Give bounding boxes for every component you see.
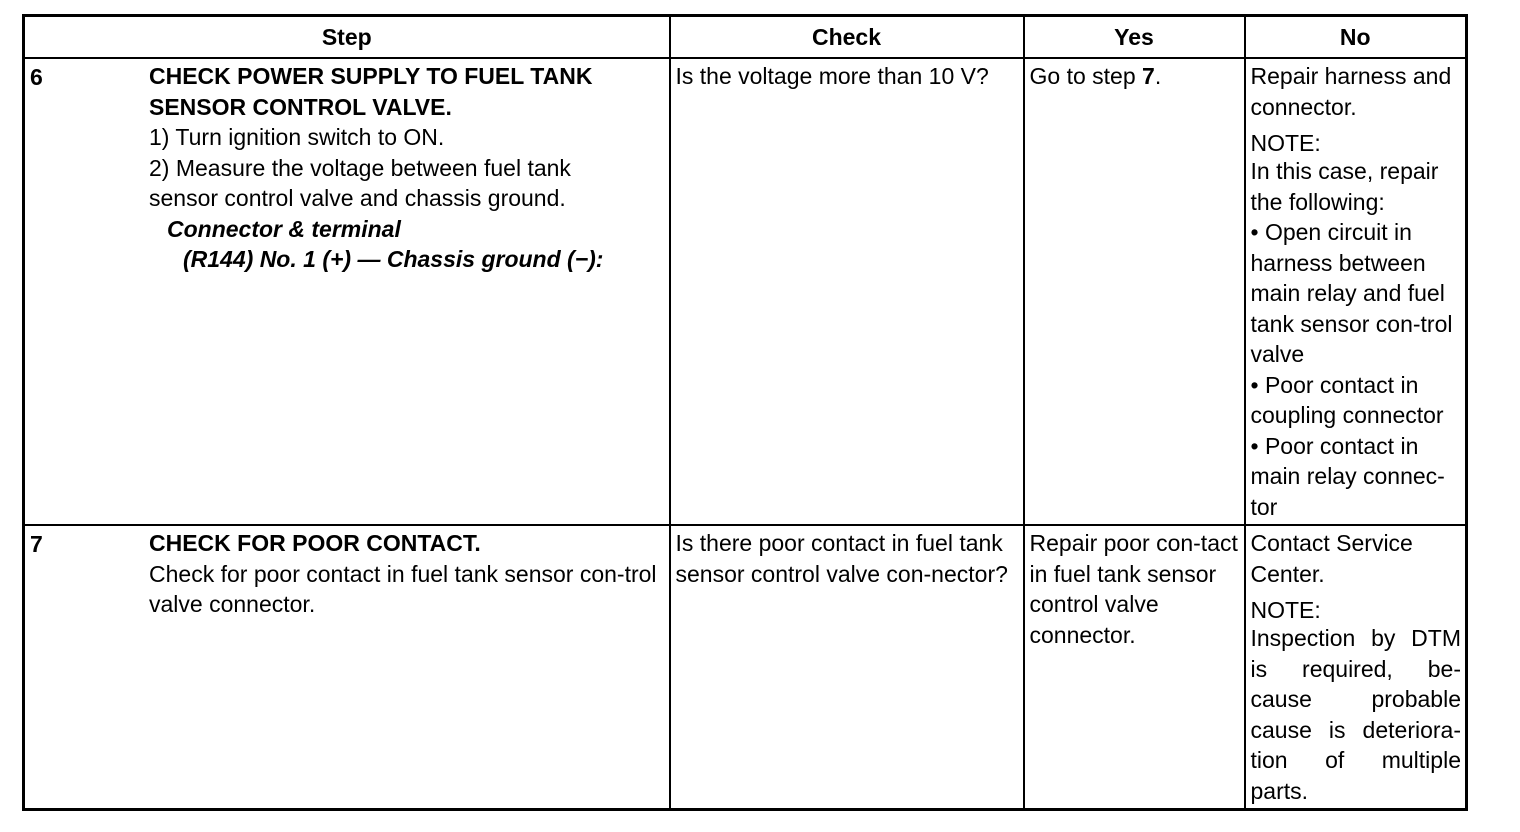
connector-terminal-label: Connector & terminal <box>167 215 401 242</box>
no-cell <box>1245 525 1467 810</box>
table-header-row <box>24 16 1467 59</box>
step-title: CHECK POWER SUPPLY TO FUEL TANK <box>149 63 593 89</box>
step-number: 6 <box>30 64 43 90</box>
header-no: No <box>1245 16 1467 59</box>
check-cell <box>670 58 1024 525</box>
note-text: In this case, repair the following: <box>1250 158 1439 215</box>
step-instruction: 1) Turn ignition switch to ON. <box>149 124 445 150</box>
note-label: NOTE: <box>1250 130 1321 156</box>
header-step: Step <box>24 16 670 59</box>
bullet-item: • Poor contact in main relay connec-tor <box>1250 432 1445 520</box>
table-row-step-6 <box>24 58 1467 525</box>
no-main-text: Repair harness and connector. <box>1250 63 1452 120</box>
header-yes: Yes <box>1024 16 1245 59</box>
no-content <box>1246 59 1466 522</box>
yes-step-link: 7 <box>1142 63 1155 89</box>
yes-prefix: Go to step <box>1029 63 1143 89</box>
step-cell <box>24 525 670 810</box>
step-number: 7 <box>30 531 43 557</box>
step-body <box>25 59 669 275</box>
yes-suffix: . <box>1154 63 1162 89</box>
bullet-item: • Poor contact in coupling connector <box>1250 371 1444 428</box>
header-check: Check <box>670 16 1024 59</box>
yes-text: Repair poor con-tact in fuel tank sensor control valve connector. <box>1029 530 1238 648</box>
check-cell <box>670 525 1024 810</box>
check-text: Is the voltage more than 10 V? <box>675 63 989 89</box>
step-instruction: sensor control valve and chassis ground. <box>149 185 566 211</box>
note-label: NOTE: <box>1250 597 1321 623</box>
connector-terminal-value: (R144) No. 1 (+) — Chassis ground (−): <box>183 246 604 272</box>
no-content <box>1246 526 1466 806</box>
check-text: Is there poor contact in fuel tank sensor control valve con-nector? <box>675 530 1008 587</box>
no-cell <box>1245 58 1467 525</box>
table-row-step-7 <box>24 525 1467 810</box>
step-body <box>25 526 669 620</box>
step-instruction: Check for poor contact in fuel tank sensor con-trol valve connector. <box>149 560 657 617</box>
bullet-item: • Open circuit in harness between main relay and fuel tank sensor con-trol valve <box>1250 219 1453 367</box>
step-title-continued: SENSOR CONTROL VALVE. <box>149 93 452 120</box>
yes-cell <box>1024 58 1245 525</box>
yes-cell <box>1024 525 1245 810</box>
note-text: Inspection by DTM is required, be-cause probable cause is deteriora-tion of multiple parts. <box>1250 625 1461 804</box>
no-main-text: Contact Service Center. <box>1250 530 1413 587</box>
yes-text <box>1025 59 1244 92</box>
step-title: CHECK FOR POOR CONTACT. <box>149 530 481 556</box>
diagnostic-table <box>22 14 1468 811</box>
step-instruction: 2) Measure the voltage between fuel tank <box>149 154 571 181</box>
step-cell <box>24 58 670 525</box>
